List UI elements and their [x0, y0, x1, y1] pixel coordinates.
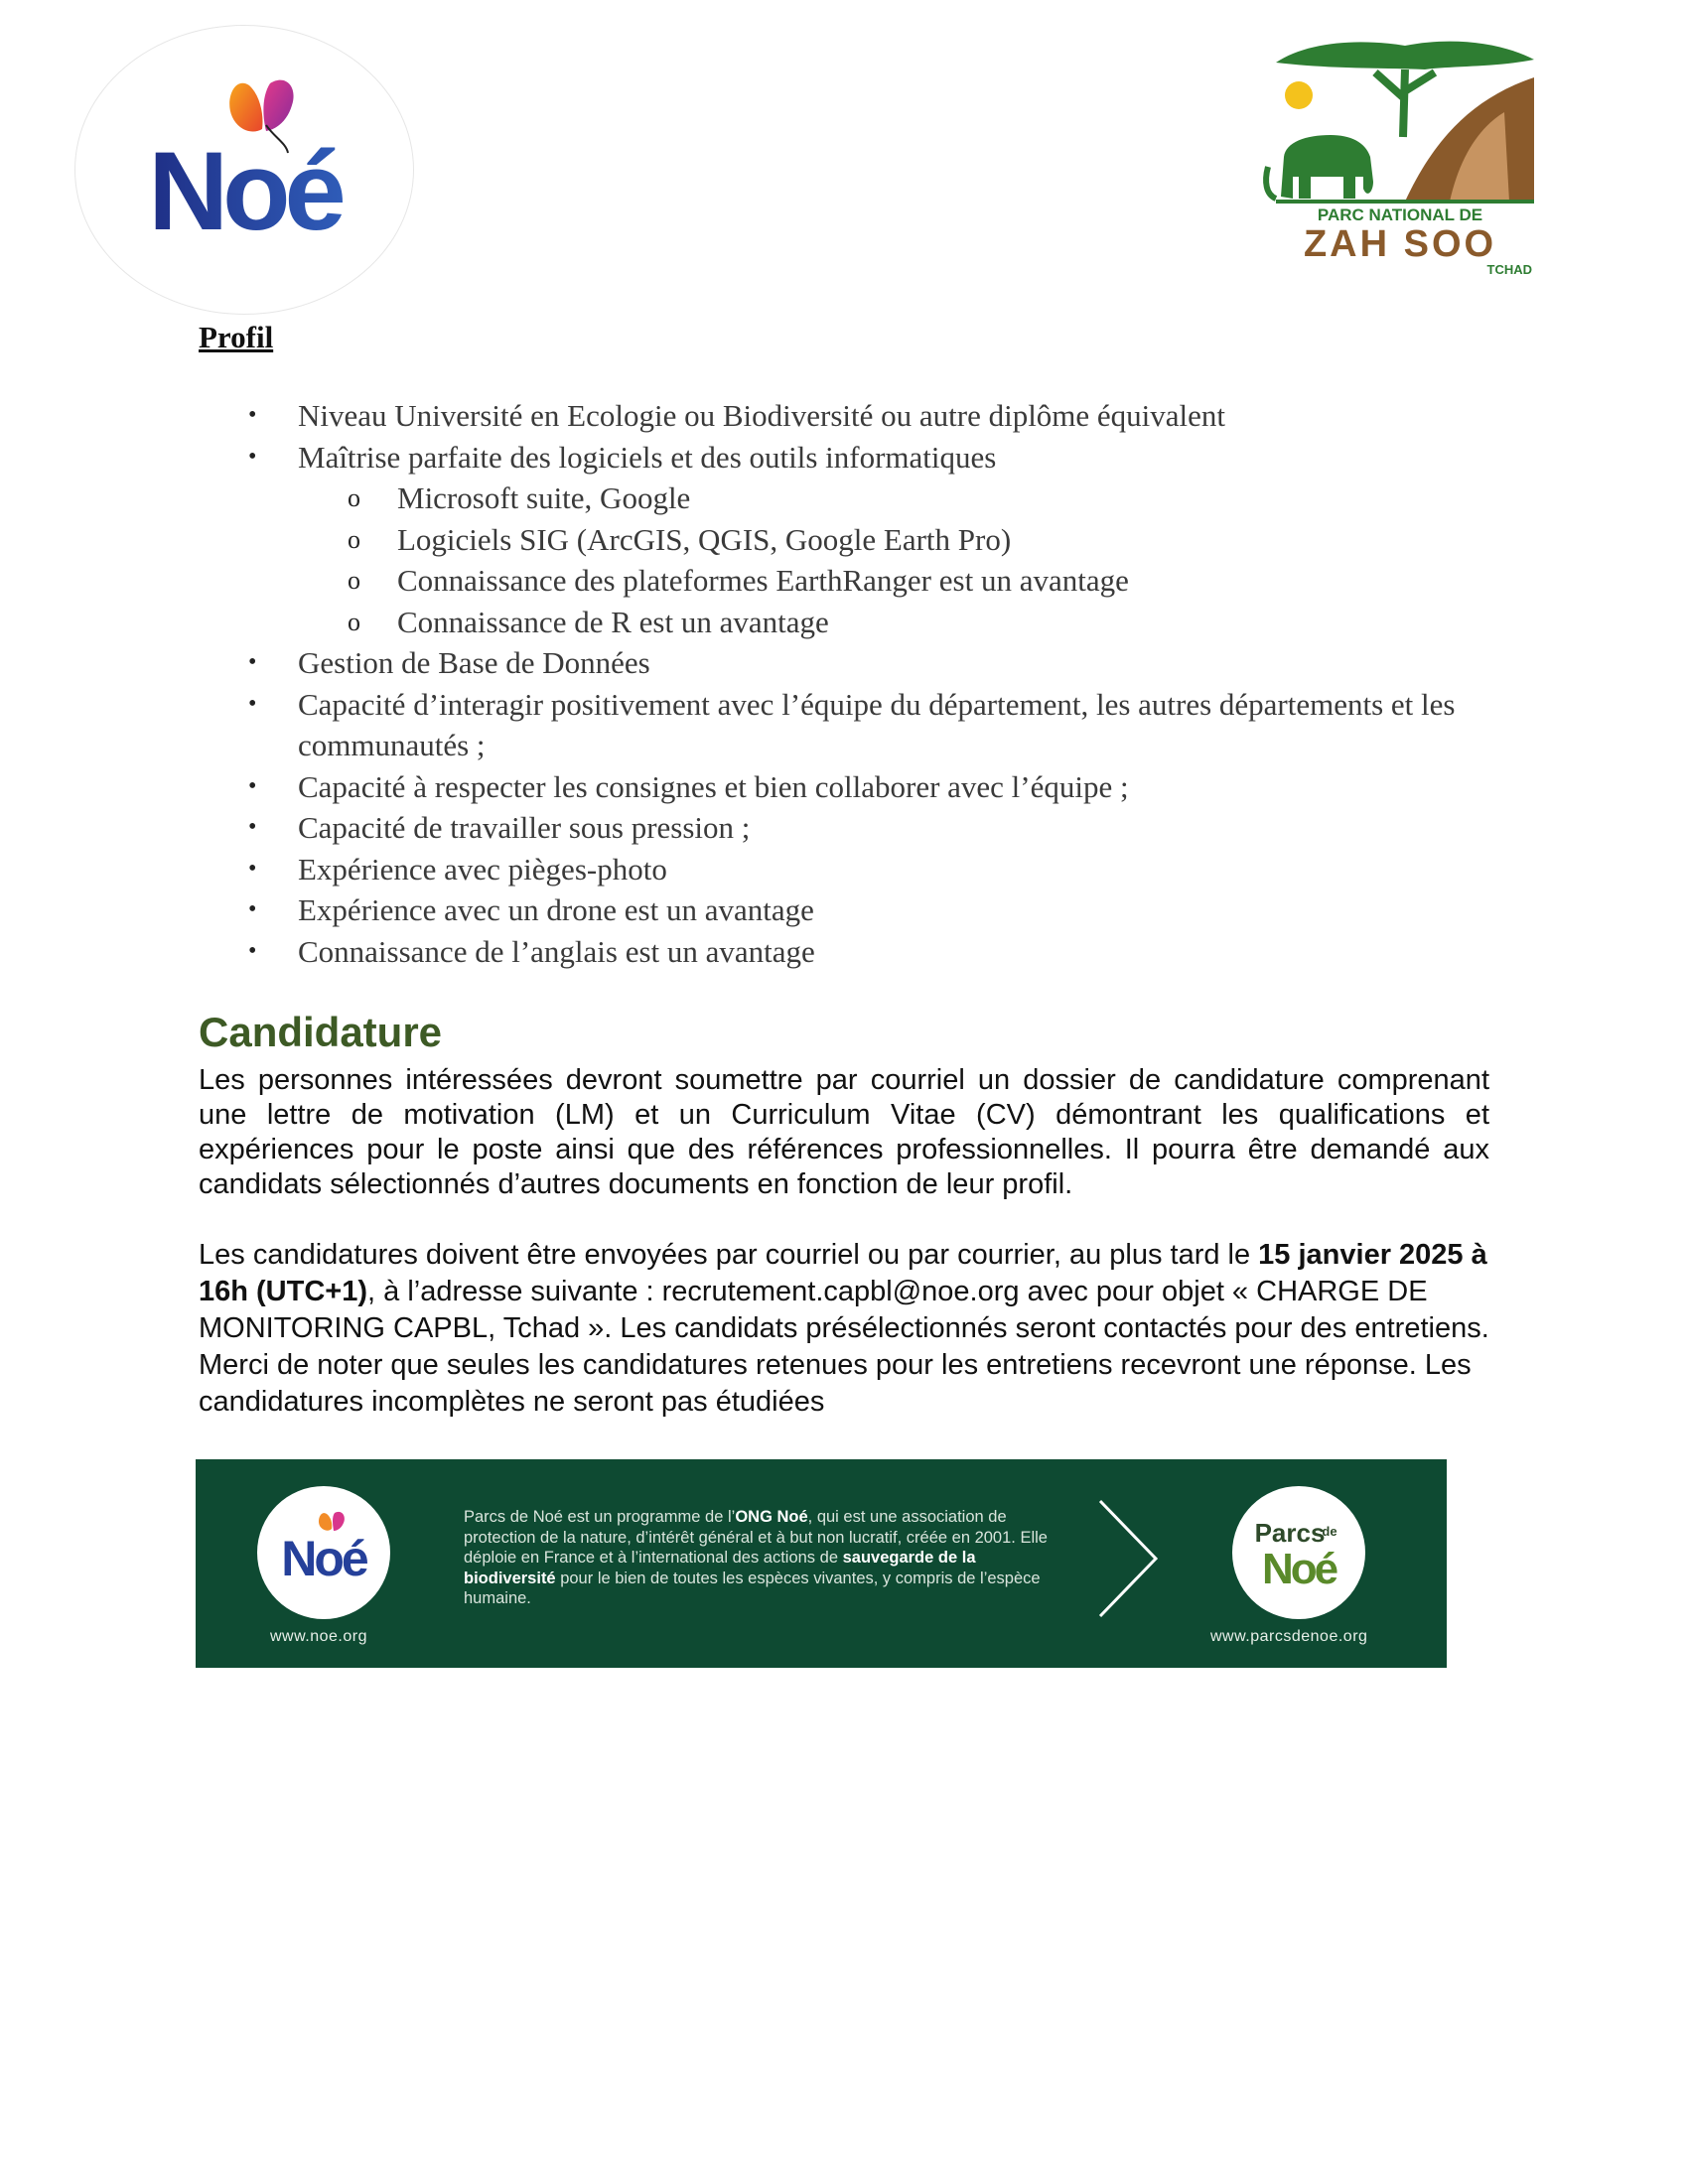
list-item-text: Capacité à respecter les consignes et bien collaborer avec l’équipe ;: [298, 768, 1129, 804]
noe-small-logo-icon: [257, 1486, 390, 1619]
desc-part-3: pour le bien de toutes les espèces vivantes, y compris de l’espèce humaine.: [464, 1569, 1041, 1607]
list-item-text: Expérience avec pièges-photo: [298, 851, 667, 887]
list-item: [199, 889, 1489, 931]
p2-intro: Les candidatures doivent être envoyées par courriel ou par courrier, au plus tard le: [199, 1239, 1259, 1271]
svg-text:de: de: [1322, 1524, 1337, 1539]
list-item: [199, 931, 1489, 973]
sub-list-item: [199, 478, 1489, 519]
bullet-icon: •: [248, 649, 257, 675]
circle-bullet-icon: o: [348, 483, 360, 512]
list-item-text: Niveau Université en Ecologie ou Biodiversité ou autre diplôme équivalent: [298, 398, 1226, 433]
p2-rest: , à l’adresse suivante : recrutement.capbl@noe.org avec pour objet « CHARGE DE MONITORING CAPBL, Tchad ». Les candidats présélectionnés seront contactés pour des entretiens. Merci de noter que seules les candidatures retenues pour les entretiens recevront une réponse. Les candidatures incomplètes ne seront pas étudiées: [199, 1276, 1489, 1418]
svg-text:Parcs: Parcs: [1254, 1518, 1326, 1548]
circle-bullet-icon: o: [348, 566, 360, 595]
list-item: [199, 437, 1489, 478]
candidature-heading: Candidature: [199, 1009, 443, 1055]
list-item-text: Gestion de Base de Données: [298, 645, 650, 680]
desc-part-1: Parcs de Noé est un programme de l’: [464, 1508, 736, 1526]
list-item: [199, 684, 1489, 766]
zah-soo-park-logo-icon: [1236, 18, 1564, 294]
svg-text:TCHAD: TCHAD: [1486, 262, 1532, 277]
sub-list-item: [199, 602, 1489, 643]
bullet-icon: •: [248, 855, 257, 882]
desc-part-2: , qui est une association de protection de la nature, d’intérêt général et à but non lucratif, créée en 2001. Elle déploie en France et à l’international des actions de: [464, 1508, 1048, 1567]
banner-noe-logo: [257, 1486, 390, 1619]
circle-bullet-icon: o: [348, 524, 360, 554]
list-item: [199, 395, 1489, 437]
desc-bold-ong: ONG Noé: [735, 1508, 808, 1526]
list-item-text: Logiciels SIG (ArcGIS, QGIS, Google Earth Pro): [397, 521, 1012, 557]
list-item-text: Connaissance de l’anglais est un avantage: [298, 933, 815, 969]
p2-deadline: 15 janvier 2025 à 16h (UTC+1): [199, 1239, 1487, 1307]
bullet-icon: •: [248, 814, 257, 840]
bullet-icon: •: [248, 443, 257, 470]
banner-description: [464, 1507, 1050, 1609]
noe-logo: [74, 25, 414, 315]
list-item: [199, 849, 1489, 890]
list-item-text: Capacité d’interagir positivement avec l’équipe du département, les autres départements et les communautés ;: [298, 686, 1456, 762]
parcs-de-noe-banner: [196, 1459, 1447, 1668]
candidature-paragraph-1: Les personnes intéressées devront soumettre par courriel un dossier de candidature comprenant une lettre de motivation (LM) et un Curriculum Vitae (CV) démontrant les qualifications et expériences pour le poste ainsi que des références professionnelles. Il pourra être demandé aux candidats sélectionnés d’autres documents en fonction de leur profil.: [199, 1064, 1489, 1200]
chevron-right-icon: [1094, 1497, 1164, 1620]
list-item-text: Maîtrise parfaite des logiciels et des outils informatiques: [298, 439, 997, 475]
profil-list: [199, 395, 1489, 972]
bullet-icon: •: [248, 402, 257, 428]
list-item: [199, 642, 1489, 684]
banner-parcs-de-noe-logo: [1232, 1486, 1365, 1619]
candidature-paragraph-2: [199, 1237, 1489, 1421]
list-item: [199, 766, 1489, 808]
noe-butterfly-logo-icon: [75, 26, 413, 314]
list-item-text: Capacité de travailler sous pression ;: [298, 810, 751, 845]
list-item-text: Microsoft suite, Google: [397, 480, 691, 515]
profil-heading: Profil: [199, 320, 274, 354]
svg-text:Noé: Noé: [148, 129, 341, 253]
list-item-text: Connaissance de R est un avantage: [397, 604, 829, 639]
sub-list-item: [199, 519, 1489, 561]
desc-bold-biodiversity: sauvegarde de la biodiversité: [464, 1549, 976, 1587]
parcs-de-noe-logo-icon: [1232, 1486, 1365, 1619]
list-item-text: Expérience avec un drone est un avantage: [298, 892, 814, 927]
svg-text:ZAH SOO: ZAH SOO: [1303, 223, 1497, 265]
zah-soo-logo: [1236, 18, 1564, 294]
svg-text:Noé: Noé: [1261, 1545, 1336, 1593]
svg-text:PARC NATIONAL DE: PARC NATIONAL DE: [1317, 205, 1483, 224]
parcs-de-noe-url[interactable]: www.parcsdenoe.org: [1210, 1628, 1368, 1645]
circle-bullet-icon: o: [348, 607, 360, 636]
svg-text:Noé: Noé: [281, 1531, 366, 1586]
list-item: [199, 807, 1489, 849]
bullet-icon: •: [248, 937, 257, 964]
bullet-icon: •: [248, 896, 257, 922]
list-item-text: Connaissance des plateformes EarthRanger est un avantage: [397, 563, 1129, 598]
sub-list-item: [199, 560, 1489, 602]
bullet-icon: •: [248, 690, 257, 717]
bullet-icon: •: [248, 772, 257, 799]
noe-url[interactable]: www.noe.org: [270, 1628, 367, 1645]
